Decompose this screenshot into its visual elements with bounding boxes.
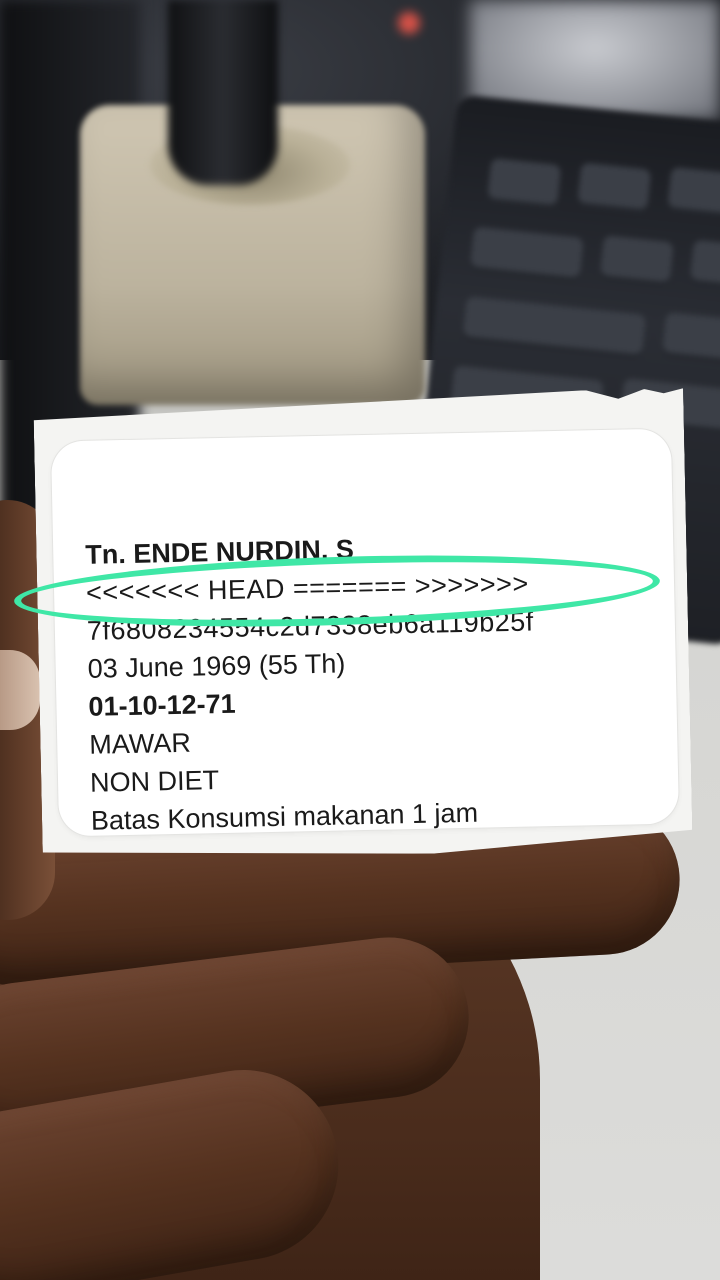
head-marker-line: <<<<<<< HEAD ======= >>>>>>>	[85, 568, 529, 608]
keyboard-key	[667, 167, 720, 218]
ward-name: MAWAR	[88, 727, 192, 760]
keyboard-key	[470, 227, 584, 282]
keyboard-key	[577, 162, 651, 213]
hash-line: 7f6808234554c2d7338eb6a119b25f	[86, 606, 535, 646]
plug-cable	[168, 0, 278, 185]
keyboard-key	[600, 235, 674, 286]
diet-type: NON DIET	[89, 765, 220, 798]
thumb-nail	[0, 650, 40, 730]
keyboard-key	[662, 312, 720, 363]
patient-name: Tn. ENDE NURDIN, S	[84, 534, 355, 570]
birth-date: 03 June 1969 (55 Th)	[87, 648, 346, 684]
room-code: 01-10-12-71	[88, 688, 236, 722]
keyboard-key	[462, 296, 646, 359]
red-indicator-light	[398, 12, 420, 34]
consumption-note: Batas Konsumsi makanan 1 jam	[90, 797, 479, 836]
patient-label	[51, 429, 679, 837]
keyboard-key	[487, 158, 561, 209]
keyboard-key	[690, 240, 720, 291]
